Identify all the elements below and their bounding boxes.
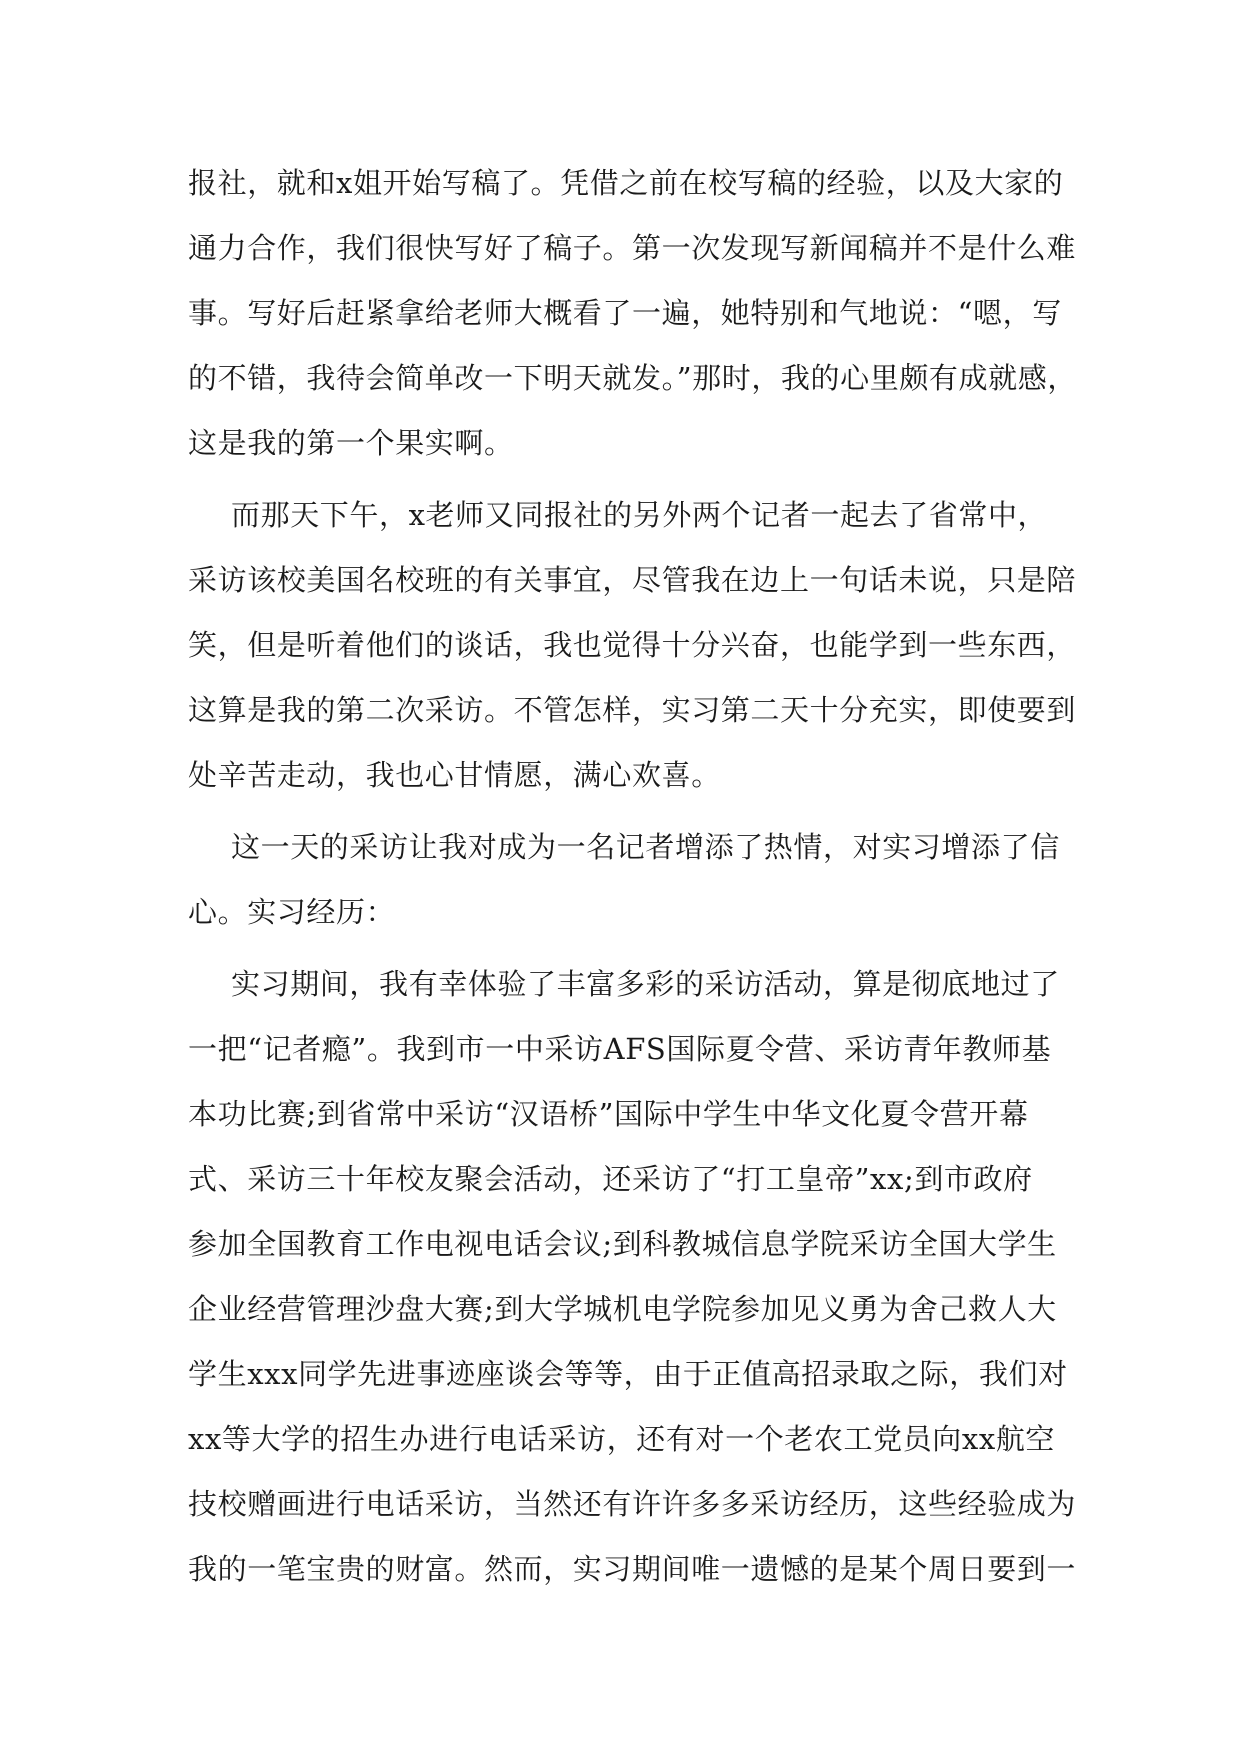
text-line: 一把“记者瘾”。我到市一中采访AFS国际夏令营、采访青年教师基 [188, 1032, 1052, 1066]
text-line: 报社，就和x姐开始写稿了。凭借之前在校写稿的经验，以及大家的 [188, 166, 1064, 200]
text-line: 处辛苦走动，我也心甘情愿，满心欢喜。 [188, 758, 721, 792]
paragraph-gap [188, 952, 1058, 959]
text-line: 本功比赛;到省常中采访“汉语桥”国际中学生中华文化夏令营开幕 [188, 1097, 1029, 1131]
text-line: 企业经营管理沙盘大赛;到大学城机电学院参加见义勇为舍己救人大 [188, 1292, 1057, 1326]
paragraph-gap [188, 815, 1058, 822]
text-line: 通力合作，我们很快写好了稿子。第一次发现写新闻稿并不是什么难 [188, 231, 1077, 265]
text-line: xx等大学的招生办进行电话采访，还有对一个老农工党员向xx航空 [188, 1422, 1056, 1456]
text-line: 笑，但是听着他们的谈话，我也觉得十分兴奋，也能学到一些东西， [188, 628, 1077, 662]
text-line: 这一天的采访让我对成为一名记者增添了热情，对实习增添了信 [231, 830, 1060, 864]
text-line: 而那天下午，x老师又同报社的另外两个记者一起去了省常中， [231, 498, 1048, 532]
paragraph [188, 158, 1077, 483]
text-line: 这是我的第一个果实啊。 [188, 426, 514, 460]
text-line: 技校赠画进行电话采访，当然还有许许多多采访经历，这些经验成为 [188, 1487, 1077, 1521]
paragraph [188, 490, 1077, 815]
paragraph-gap [188, 483, 1058, 490]
text-line: 心。实习经历： [188, 895, 396, 929]
text-line: 参加全国教育工作电视电话会议;到科教城信息学院采访全国大学生 [188, 1227, 1057, 1261]
text-line: 的不错，我待会简单改一下明天就发。”那时，我的心里颇有成就感， [188, 361, 1077, 395]
text-line: 实习期间，我有幸体验了丰富多彩的采访活动，算是彻底地过了 [231, 967, 1060, 1001]
text-line: 学生xxx同学先进事迹座谈会等等，由于正值高招录取之际，我们对 [188, 1357, 1068, 1391]
text-line: 这算是我的第二次采访。不管怎样，实习第二天十分充实，即使要到 [188, 693, 1077, 727]
text-line: 式、采访三十年校友聚会活动，还采访了“打工皇帝”xx;到市政府 [188, 1162, 1033, 1196]
text-line: 事。写好后赶紧拿给老师大概看了一遍，她特别和气地说：“嗯，写 [188, 296, 1062, 330]
text-line: 我的一笔宝贵的财富。然而，实习期间唯一遗憾的是某个周日要到一 [188, 1552, 1077, 1586]
text-line: 采访该校美国名校班的有关事宜，尽管我在边上一句话未说，只是陪 [188, 563, 1077, 597]
paragraph [188, 959, 1077, 1609]
paragraph [188, 822, 1058, 952]
document-body [188, 158, 1077, 1609]
